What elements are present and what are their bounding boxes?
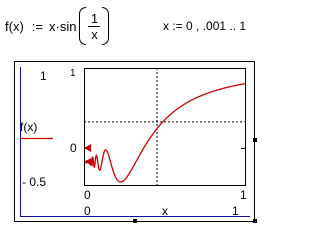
assign-operator: :=	[31, 18, 43, 34]
fraction-denominator: x	[91, 26, 98, 42]
function-body-prefix: x·sin	[49, 18, 77, 34]
plot-outer-frame	[15, 62, 255, 222]
x-tick-label-left: 0	[84, 188, 91, 202]
y-limit-label-top: 1	[70, 68, 76, 79]
x-axis-label: x	[162, 204, 168, 218]
plot-area-frame	[85, 69, 246, 186]
outer-y-label-top: 1	[40, 69, 47, 83]
x-tick-label-right: 1	[240, 188, 247, 202]
fraction-numerator: 1	[90, 10, 99, 26]
resize-handle-corner[interactable]	[253, 219, 257, 223]
resize-handle-bottom[interactable]	[133, 219, 137, 223]
y-limit-label-bottom: 0	[70, 141, 77, 155]
range-variable-definition[interactable]: x := 0 , .001 .. 1	[163, 19, 247, 33]
trace-start-marker	[84, 144, 91, 152]
outer-x-label-right: 1	[232, 204, 239, 218]
y-axis-label: f(x)	[20, 120, 38, 134]
resize-handle-right[interactable]	[253, 138, 257, 142]
outer-x-label-left: 0	[84, 204, 91, 218]
series-line-fx	[85, 84, 245, 182]
outer-y-label-bottom: - 0.5	[22, 175, 47, 189]
function-name: f(x)	[5, 18, 24, 34]
